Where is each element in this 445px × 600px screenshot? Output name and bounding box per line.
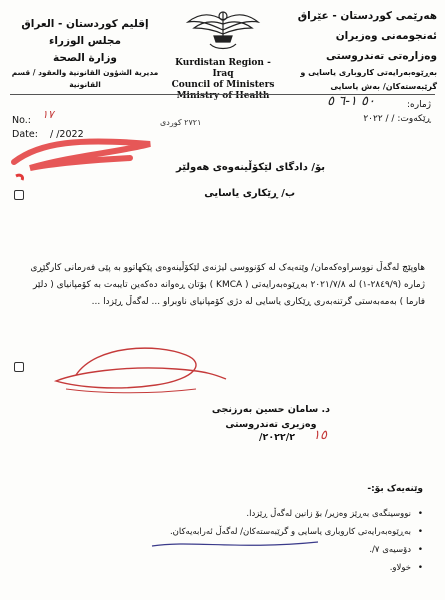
punch-hole-bottom xyxy=(14,362,24,372)
kurdish-header-line: بەڕێوەبەرایەتی کاروباری یاسایی و گرێبەستەکان/ بەش یاسایی xyxy=(300,68,437,91)
date-value-kurdish: / / ٢٠٢٢ xyxy=(363,114,395,124)
date-label-kurdish: ڕێکەوت: xyxy=(397,114,431,124)
addressee-subject: ب/ ڕێکاری یاسایی xyxy=(204,188,295,199)
arabic-header-line: مديرية الشؤون القانونية والعقود / قسم القانونية xyxy=(11,68,159,89)
arabic-header xyxy=(10,16,160,91)
addressee-to: بۆ/ دادگای لێکۆڵینەوەی هەولێر xyxy=(175,162,325,173)
english-header xyxy=(168,58,278,102)
copy-item: • بەڕێوەبەرایەتی کاروباری یاسایی و گرێبەستەکان/ لەگەڵ ئەرابەیەکان. xyxy=(63,523,423,541)
english-header-line: Council of Ministers xyxy=(171,80,275,90)
arabic-header-line: وزارة الصحة xyxy=(53,52,117,64)
number-label: ژمارە: xyxy=(406,100,431,110)
handwritten-mark-left: ١٧ xyxy=(42,108,54,121)
kurdish-header-line: ئەنجومەنی وەزیران xyxy=(335,30,437,42)
signature-scribble xyxy=(36,335,236,405)
english-header-line: Ministry of Health xyxy=(176,91,270,101)
letter-body: هاوپێچ لەگەڵ نووسراوەکەمان/ وێنەیەک لە کۆنووسی لیژنەی لێکۆڵینەوەی پێکهاتوو بە پێی فەرمانی کارگێڕی ژمارە (٢٨٤٩/٩-١) لە ٢٠٢١/٧/٨ بەڕێوەبەرایەتی ( KMCA ) بۆتان ڕەوانە دەکەین تایبەت بە کۆمپانیای ( دلێر فارما ) بەمەبەستی گرتنەبەری ڕێکاری یاسایی لە دژی کۆمپانیای ناوبراو ... لەگەڵ ڕێزدا ... xyxy=(30,263,425,307)
date-value: / /2022 xyxy=(50,129,84,140)
punch-hole-top xyxy=(14,190,24,200)
kurdish-header-line: وەزارەتی تەندروستی xyxy=(326,50,437,62)
copy-item: • خولاو. xyxy=(63,559,423,577)
copy-item: • نووسینگەی بەڕێز وەزیر/ بۆ زانین لەگەڵ ڕێزدا. xyxy=(63,505,423,523)
arabic-header-line: مجلس الوزراء xyxy=(48,35,122,47)
signatory-title: وەزیری تەندروستی xyxy=(225,419,317,430)
kurdish-header xyxy=(287,6,437,94)
kurdish-header-line: هەرێمی کوردستان - عێراق xyxy=(297,10,437,22)
no-label: No.: xyxy=(12,115,31,126)
redaction-mark xyxy=(10,134,160,204)
copy-item: • دۆسیەی ٧/. xyxy=(63,541,423,559)
handwritten-number: ٥٠ ١-٦ ٥ xyxy=(327,94,375,109)
handwritten-day: ١٥ xyxy=(313,428,327,443)
date-label: Date: xyxy=(12,129,38,140)
arabic-header-line: إقليم كوردستان - العراق xyxy=(21,18,149,30)
signatory-name: د. سامان حسین بەرزنجی xyxy=(211,404,330,415)
kurdish-year: ٢٧٢١ کوردی xyxy=(160,118,202,127)
english-header-line: Kurdistan Region - Iraq xyxy=(175,58,271,79)
pen-underline xyxy=(150,538,320,552)
signature-date: ٢٠٢٢/٢/ xyxy=(259,432,295,443)
copies-title: وێنەیەک بۆ:- xyxy=(367,484,423,494)
kurdistan-emblem-icon xyxy=(180,6,266,56)
